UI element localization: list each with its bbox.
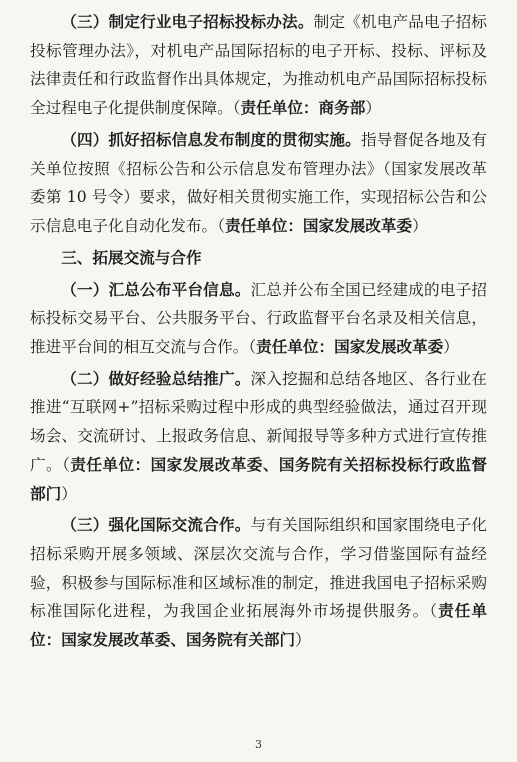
paragraph-international-cooperation <box>30 511 487 655</box>
responsibility-unit: 国家发展改革委 <box>334 337 444 357</box>
paragraph-body: 深入挖掘和总结各地区、各行业在推进“互联网+”招标采购过程中形成的典型经验做法，通过召开现场会、交流研讨、上报政务信息、新闻报导等多种方式进行宣传推广。 <box>30 369 487 474</box>
responsibility-open: （ <box>217 216 225 235</box>
paragraph-body: 制定《机电产品电子招标投标管理办法》，对机电产品国际招标的电子开标、投标、评标及法律责任和行政监督作出具体规定，为推动机电产品国际招标投标全过程电子化提供制度保障。 <box>30 13 487 118</box>
paragraph-body: 汇总并公布全国已经建成的电子招标投标交易平台、公共服务平台、行政监督平台名录及相关信息，推进平台间的相互交流与合作。 <box>30 280 487 357</box>
page-number: 3 <box>255 738 262 751</box>
paragraph-body: 指导督促各地及有关单位按照《招标公告和公示信息发布管理办法》（国家发展改革委第 10 号令）要求，做好相关贯彻实施工作，实现招标公告和公示信息电子化自动化发布。 <box>30 130 487 235</box>
paragraph-heading: （二）做好经验总结推广。 <box>61 368 251 388</box>
paragraph-experience-promotion <box>30 365 487 509</box>
responsibility-unit: 商务部 <box>318 98 366 118</box>
responsibility-label: 责任单位： <box>30 601 487 650</box>
responsibility-unit: 国家发展改革委、国务院有关部门 <box>61 630 296 650</box>
paragraph-heading: （三）强化国际交流合作。 <box>61 515 251 535</box>
responsibility-open: （ <box>232 99 241 118</box>
paragraph-heading: （四）抓好招标信息发布制度的贯彻实施。 <box>61 129 361 149</box>
responsibility-open: （ <box>62 455 71 474</box>
responsibility-close: ） <box>295 631 311 650</box>
paragraph-heading: （一）汇总公布平台信息。 <box>61 279 251 299</box>
responsibility-label: 责任单位： <box>70 454 151 474</box>
paragraph-info-publishing <box>30 126 487 241</box>
responsibility-open: （ <box>248 338 257 357</box>
responsibility-label: 责任单位： <box>224 215 303 235</box>
responsibility-close: ） <box>443 338 459 357</box>
responsibility-close: ） <box>61 484 77 503</box>
paragraph-body: 与有关国际组织和国家围绕电子化招标采购开展多领域、深层次交流与合作，学习借鉴国际有益经验，积极参与国际标准和区域标准的制定，推进我国电子招标采购标准国际化进程，为我国企业拓展海外市场提供服务。 <box>30 516 487 621</box>
section-heading: 三、拓展交流与合作 <box>61 248 202 267</box>
responsibility-unit: 国家发展改革委、国务院有关招标投标行政监督部门 <box>30 454 487 503</box>
paragraph-platform-info <box>30 276 487 362</box>
responsibility-unit: 国家发展改革委 <box>302 215 413 235</box>
responsibility-label: 责任单位： <box>240 98 319 118</box>
responsibility-open: （ <box>429 602 439 621</box>
paragraph-industry-e-bidding <box>30 8 487 123</box>
paragraph-heading: （三）制定行业电子招标投标办法。 <box>61 12 314 31</box>
responsibility-close: ） <box>412 216 428 235</box>
responsibility-close: ） <box>365 99 381 118</box>
responsibility-label: 责任单位： <box>256 337 335 357</box>
